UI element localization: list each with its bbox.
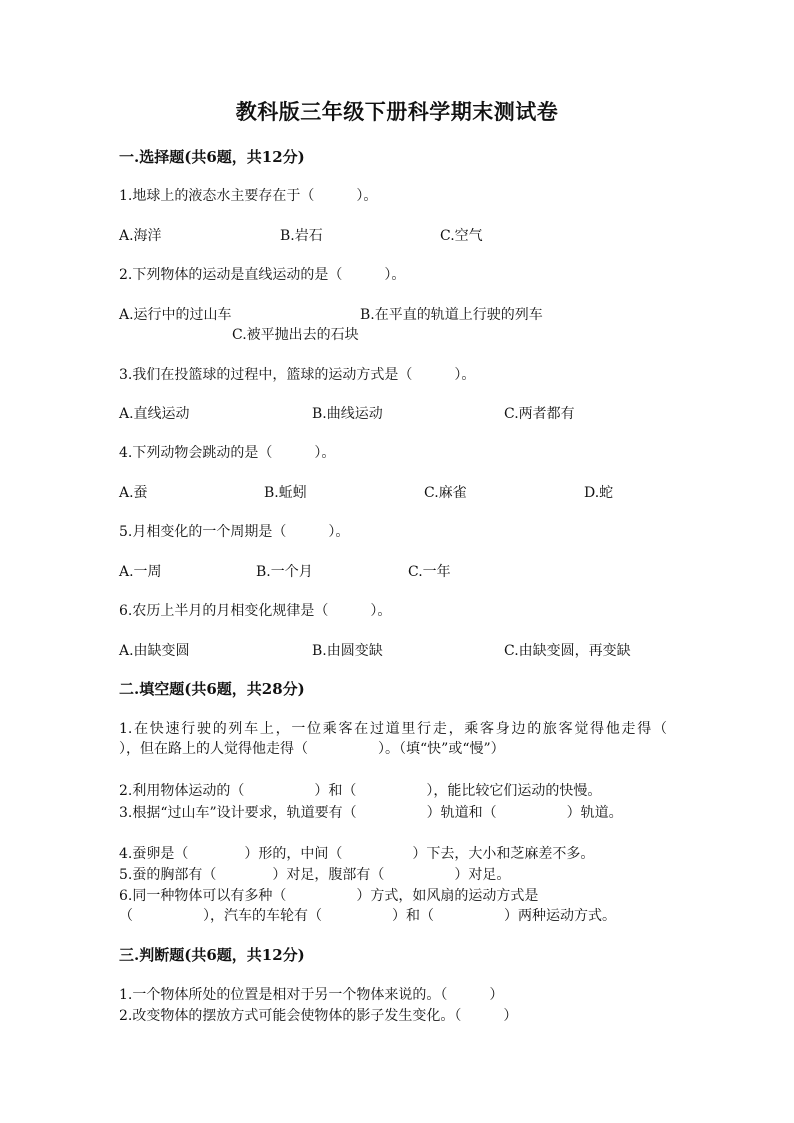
option-a: A.一周: [119, 564, 162, 580]
option-b: B.曲线运动: [312, 406, 383, 422]
fill-question: 3.根据“过山车”设计要求，轨道要有（ ）轨道和（ ）轨道。: [119, 805, 623, 821]
question-stem: 5.月相变化的一个周期是（ ）。: [119, 524, 350, 540]
question-stem: 4.下列动物会跳动的是（ ）。: [119, 445, 336, 461]
option-d: D.蛇: [584, 485, 614, 501]
option-a: A.海洋: [119, 228, 162, 244]
question-stem: 6.农历上半月的月相变化规律是（ ）。: [119, 603, 392, 619]
option-b: B.一个月: [256, 564, 313, 580]
fill-question: 6.同一种物体可以有多种（ ）方式，如风扇的运动方式是: [119, 888, 539, 904]
fill-question: （ ），汽车的车轮有（ ）和（ ）两种运动方式。: [119, 908, 616, 924]
option-c: C.两者都有: [504, 406, 575, 422]
option-b: B.岩石: [280, 228, 323, 244]
fill-question: 2.利用物体运动的（ ）和（ ），能比较它们运动的快慢。: [119, 783, 602, 799]
judge-question: 1.一个物体所处的位置是相对于另一个物体来说的。（ ）: [119, 987, 504, 1003]
option-b: B.由圆变缺: [312, 643, 383, 659]
question-stem: 2.下列物体的运动是直线运动的是（ ）。: [119, 267, 406, 283]
option-c: C.由缺变圆，再变缺: [504, 643, 631, 659]
fill-question: 5.蚕的胸部有（ ）对足，腹部有（ ）对足。: [119, 867, 511, 883]
option-a: A.运行中的过山车: [119, 307, 232, 323]
option-a: A.由缺变圆: [119, 643, 190, 659]
section-heading-choice: 一.选择题(共6题，共12分): [119, 148, 305, 166]
section-heading-fill: 二.填空题(共6题，共28分): [119, 680, 305, 698]
option-b: B.蚯蚓: [264, 485, 307, 501]
option-a: A.直线运动: [119, 406, 190, 422]
judge-question: 2.改变物体的摆放方式可能会使物体的影子发生变化。（ ）: [119, 1008, 518, 1024]
question-stem: 1.地球上的液态水主要存在于（ ）。: [119, 188, 378, 204]
fill-question: 4.蚕卵是（ ）形的，中间（ ）下去，大小和芝麻差不多。: [119, 846, 595, 862]
fill-question: 1.在快速行驶的列车上，一位乘客在过道里行走，乘客身边的旅客觉得他走得（ ），但在路上的人觉得他走得（ ）。（填“快”或“慢”）: [119, 721, 737, 757]
section-heading-judge: 三.判断题(共6题，共12分): [119, 946, 305, 964]
option-a: A.蚕: [119, 485, 148, 501]
question-stem: 3.我们在投篮球的过程中，篮球的运动方式是（ ）。: [119, 367, 476, 383]
option-c: C.麻雀: [424, 485, 467, 501]
option-c: C.被平抛出去的石块: [232, 327, 359, 343]
option-c: C.空气: [440, 228, 483, 244]
option-c: C.一年: [408, 564, 451, 580]
page-title: 教科版三年级下册科学期末测试卷: [235, 99, 559, 124]
option-b: B.在平直的轨道上行驶的列车: [360, 307, 543, 323]
